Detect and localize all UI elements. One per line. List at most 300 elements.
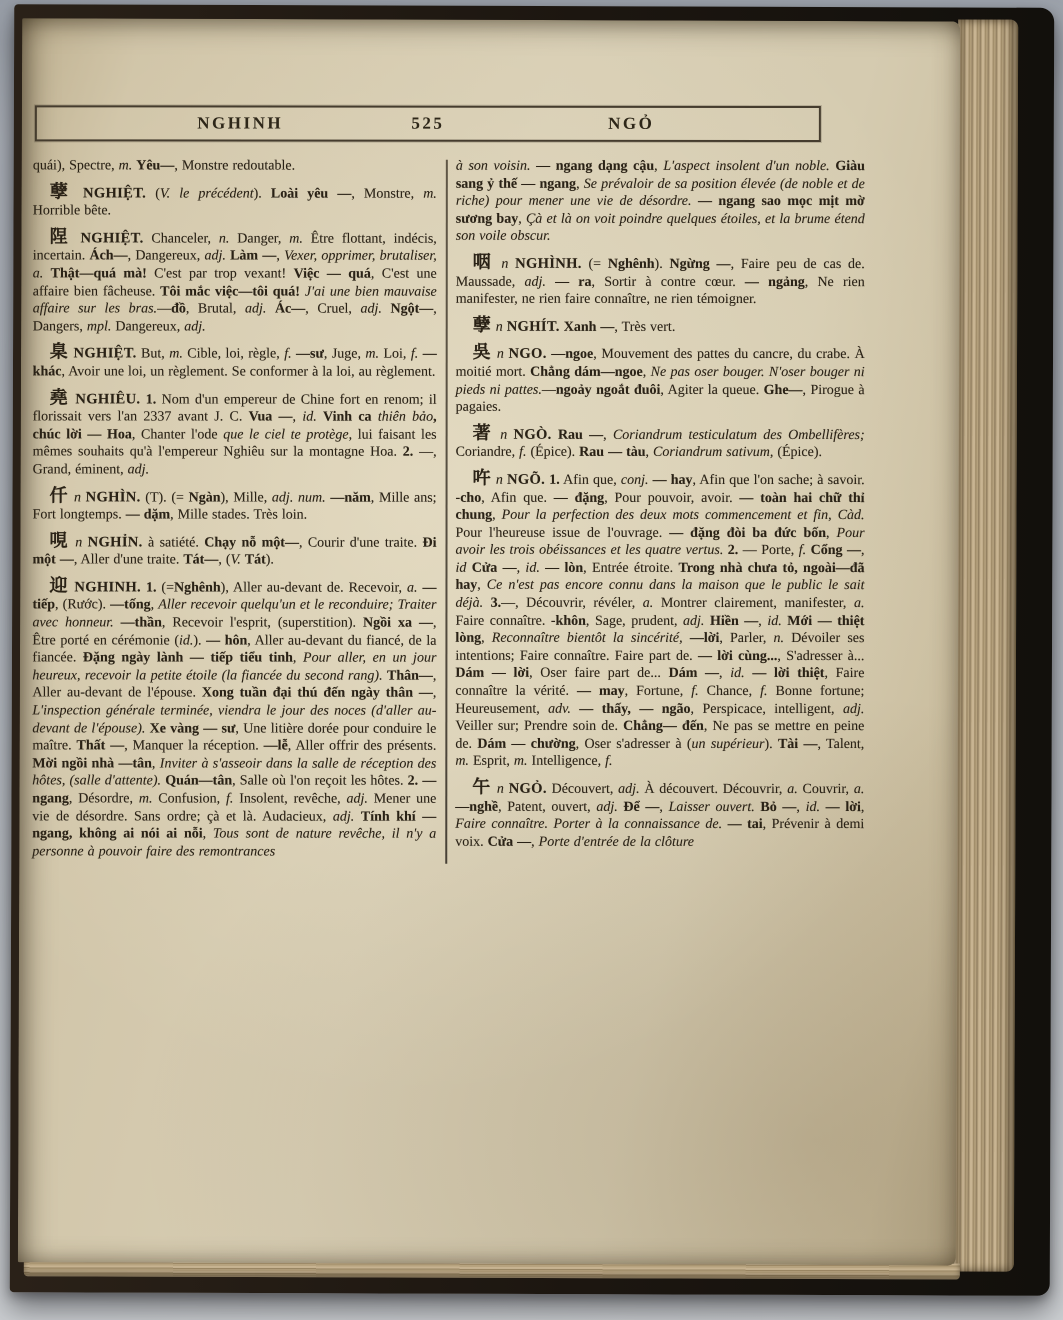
text-columns <box>32 157 865 868</box>
cjk-headword-character: 臬 <box>49 341 70 362</box>
text-run: —tống <box>110 597 151 613</box>
text-run: Nghênh <box>173 580 221 596</box>
text-run: , Pour pouvoir, avoir. <box>604 490 740 506</box>
text-run: Coriandre, <box>455 445 520 461</box>
text-run: id. <box>730 666 745 682</box>
text-run: Ghe— <box>763 382 803 398</box>
text-run: ). <box>265 552 274 568</box>
text-run: Chanceler, <box>143 231 219 247</box>
text-run: adj. <box>184 319 206 335</box>
cjk-headword-character: 孽 <box>472 314 492 335</box>
text-run: Reconnaître bientôt la sincérité, <box>491 630 683 647</box>
text-run: (T). (= <box>140 489 189 505</box>
text-run: , <box>202 826 213 842</box>
text-run: — đặng <box>553 490 605 506</box>
text-run: , Mouvement des pattes du cancre, du crabe. À moitié mort. <box>455 347 865 380</box>
column-right <box>455 158 865 869</box>
text-run: adj. <box>842 701 865 717</box>
entry-headword: NGHIÊU. <box>75 390 141 407</box>
text-run: Dám — lời <box>455 666 530 682</box>
text-run: Quán—tân <box>165 773 233 789</box>
text-run: adv. <box>548 701 571 717</box>
text-run: , Parler, <box>719 631 774 647</box>
text-run: Laisser ouvert. <box>668 799 755 815</box>
text-run: , chúc lời — Hoa <box>32 409 437 443</box>
text-run: adj. <box>346 791 368 807</box>
text-run: —lễ <box>263 738 288 754</box>
text-run: —năm <box>330 490 371 506</box>
text-run: n <box>494 256 516 272</box>
text-run: adj. <box>596 799 618 815</box>
text-run: , Agiter la queue. <box>660 382 764 398</box>
text-run: adj. <box>360 301 382 317</box>
text-run: , S'adresser à... <box>777 648 865 664</box>
cjk-headword-character: 吳 <box>472 342 493 363</box>
text-run: , Ne pas se mettre en peine de. <box>455 719 865 752</box>
text-run: , Sage, prudent, <box>585 613 684 629</box>
text-run: Xe vàng — sư <box>149 721 236 737</box>
text-run: — lời cùng... <box>697 648 778 664</box>
text-run <box>571 701 579 716</box>
text-run: , <box>603 427 613 443</box>
text-run: Intelligence, <box>527 754 606 770</box>
dictionary-entry <box>33 182 437 221</box>
text-run: Danger, <box>229 231 290 247</box>
text-run: Tôi mắc việc—tôi quá! <box>160 284 300 300</box>
text-run: — may <box>576 683 625 699</box>
text-run: Nom d'un empereur de Chine fort en renom; il florissait vers l'an 2337 avant J. C. <box>32 391 437 425</box>
text-run: Pour aller, en un jour heureux, recevoir la petite étoile (la fiancée du second rang). <box>32 650 437 684</box>
text-run: , <box>719 666 731 682</box>
text-run: a. <box>853 596 865 612</box>
text-run: V. <box>230 552 245 568</box>
text-run: 2. <box>727 543 739 559</box>
text-run: f. <box>605 754 613 770</box>
text-run: Dévoiler ses intentions; Faire connaître. Faire part de. <box>455 631 865 664</box>
text-run: ). <box>654 256 670 272</box>
text-run: Chẳng— đến <box>623 719 704 735</box>
text-run: — lời thiệt <box>752 666 825 682</box>
text-run: Bỏ — <box>760 799 797 815</box>
text-run: Thật—quá mà! <box>50 266 147 282</box>
text-run: — ngang sao mọc mịt mờ sương bay <box>455 194 865 227</box>
text-run: , <box>758 613 768 629</box>
cjk-headword-character: 堯 <box>49 386 71 407</box>
text-run: Aller recevoir quelqu'un et le reconduire; Traiter avec honneur. <box>32 597 437 631</box>
text-run: Çà et là on voit poindre quelques étoiles, et la brume étend son voile obscur. <box>455 211 865 245</box>
text-run: Trong nhà chưa tỏ, ngoài—đã hay <box>455 560 865 594</box>
text-run <box>266 302 275 317</box>
text-run: n <box>491 472 508 488</box>
text-run: Tài — <box>777 736 818 752</box>
text-run: — hay <box>652 472 693 488</box>
text-run: Để — <box>623 799 660 815</box>
text-run: , Courir d'une traite. <box>298 535 423 551</box>
text-run: Cửa — <box>471 560 517 576</box>
text-run: Veiller sur; Prendre soin de. <box>455 718 624 735</box>
text-run: — đặng đòi ba đức bốn <box>669 525 827 541</box>
text-run: —thần <box>120 615 162 631</box>
text-run: , lui faisant les mêmes souhaits qu'à l'empereur Nghiêu sur la montagne Hoa. <box>32 427 437 460</box>
text-run: À découvert. Découvrir, <box>639 781 788 798</box>
text-run: a. <box>853 782 865 798</box>
text-run: , Entrée étroite. <box>583 560 679 576</box>
dictionary-entry <box>33 486 437 525</box>
running-head-right-word: NGỎ <box>608 113 655 133</box>
dictionary-entry <box>33 227 437 336</box>
text-run: — <box>157 301 172 317</box>
dictionary-entry <box>33 157 437 175</box>
text-run: Đặng ngày lành — tiếp tiểu tinh <box>82 650 293 666</box>
text-run: — lời <box>825 799 861 815</box>
text-run: , <box>481 630 492 646</box>
text-run: m. <box>455 754 469 770</box>
text-run: —nghề <box>455 799 499 815</box>
text-run: , Manquer la réception. <box>124 738 264 754</box>
text-run: Chạy nỗ một— <box>204 535 299 551</box>
text-run: , <box>645 445 654 461</box>
text-run: ngoảy ngoắt đuôi <box>555 382 661 398</box>
text-run: Ngừng — <box>669 256 731 272</box>
text-run: f. <box>519 445 527 461</box>
text-run: Dangereux, <box>111 319 185 335</box>
text-run: , <box>292 650 304 666</box>
text-run: ). <box>764 736 778 752</box>
text-run: , Aller offrir des présents. <box>287 738 437 754</box>
text-run: , <box>576 176 584 192</box>
dictionary-page <box>18 18 960 1265</box>
text-run: adj. <box>244 301 267 317</box>
text-run: Xong tuần đại thú đến ngày thân — <box>201 685 433 702</box>
text-run: , Faire peu de cas de. Maussade, <box>455 256 865 290</box>
text-run: , <box>654 158 664 174</box>
text-run: a. <box>642 595 654 611</box>
text-run: Dám — chường <box>477 736 576 752</box>
text-run: 3. <box>490 595 502 611</box>
text-run: , Talent, <box>817 736 865 752</box>
text-run: Inviter à s'asseoir dans la salle de réception des hôtes, (salle d'attente). <box>32 756 437 789</box>
text-run: , Monstre redoutable. <box>174 158 296 174</box>
text-run: , Aller d'une traite. <box>73 552 184 568</box>
text-run: —tiếp <box>32 580 437 613</box>
text-run: , Avoir une loi, un règlement. Se conformer à la loi, au règlement. <box>61 364 436 380</box>
text-run: V. le précédent <box>159 186 254 202</box>
cjk-headword-character: 著 <box>472 422 494 443</box>
entry-headword: NGO. <box>508 346 547 363</box>
entry-headword: NGHÌN. <box>85 488 141 505</box>
dictionary-entry <box>33 343 437 382</box>
text-run: , C'est une affaire bien fâcheuse. <box>32 266 437 300</box>
text-run: — <box>541 382 556 398</box>
text-run: L'aspect insolent d'un noble. <box>663 158 830 175</box>
text-run: ), Aller au-devant de. Recevoir, <box>220 580 408 596</box>
text-run: Bonne fortune; Heureusement, <box>455 684 865 717</box>
text-run: Thân— <box>386 668 433 684</box>
text-run: Việc — quá <box>293 266 371 282</box>
dictionary-entry <box>32 531 436 570</box>
cjk-headword-character: 仟 <box>49 484 70 505</box>
text-run <box>745 666 753 681</box>
text-run: Dám — <box>668 666 720 682</box>
text-run: m. <box>365 346 380 362</box>
text-run: , <box>642 364 651 380</box>
text-run: , Ne rien manifester, ne rien faire connaître, ne rien témoigner. <box>455 274 865 308</box>
text-run: -khôn <box>550 613 586 629</box>
text-run: Thất — <box>76 738 125 754</box>
text-run: Ce n'est pas encore connu dans la maison que le public le sait déjà. <box>455 578 865 611</box>
text-run: — ra <box>555 274 592 290</box>
text-run: a. <box>407 580 418 596</box>
text-run: Giàu sang ỷ thế — ngang <box>455 159 865 192</box>
text-run: Chẳng dám—ngoe <box>530 364 643 380</box>
text-run: Esprit, <box>468 754 514 770</box>
text-run: n <box>491 319 507 335</box>
text-run: ). <box>193 633 207 649</box>
text-run: Xanh — <box>563 319 615 335</box>
text-run: f. <box>760 684 768 700</box>
entry-headword: NGHIỆT. <box>80 230 144 247</box>
text-run: , Monstre, <box>351 186 424 202</box>
text-run: , Cruel, <box>305 301 361 317</box>
text-run: —ngoe <box>551 347 594 363</box>
text-run: Se prévaloir de sa position élevée (de noble et de riche) pour mener une vie de désordre. <box>455 176 865 210</box>
text-run: adj. <box>683 613 705 629</box>
text-run <box>546 274 555 289</box>
dictionary-entry <box>456 158 865 246</box>
text-run: 1. <box>145 391 157 407</box>
text-run: n <box>69 489 86 505</box>
text-run: Cổng — <box>810 543 862 559</box>
text-run: — ngang <box>32 774 437 807</box>
text-run: , <box>492 507 502 523</box>
text-run: Montrer clairement, manifester, <box>653 595 854 612</box>
text-run: Mener une vie de désordre. Sans ordre; çà et là. Audacieux, <box>32 791 437 825</box>
text-run: Nghênh <box>607 256 655 272</box>
text-run: Mới — thiệt lòng <box>455 613 865 646</box>
text-run: à satiété. <box>142 535 205 551</box>
text-run: thiên bảo <box>377 409 434 425</box>
text-run: Mời ngồi nhà —tân <box>32 756 152 772</box>
text-run: Ách— <box>89 248 128 264</box>
text-run: , (Rước). <box>55 597 111 613</box>
text-run: Vexer, opprimer, brutaliser, a. <box>32 248 437 282</box>
text-run: , <box>292 409 303 425</box>
entry-headword: NGHÌNH. <box>515 255 582 272</box>
text-run: , <box>826 525 837 541</box>
text-run: , Dangereux, <box>127 248 205 264</box>
text-run: , Être porté en cérémonie ( <box>32 615 437 649</box>
text-run: f. <box>225 791 234 807</box>
text-run: a. <box>787 782 798 798</box>
text-run: Pour l'heureuse issue de l'ouvrage. <box>455 525 670 541</box>
text-run: Insolent, revêche, <box>233 791 347 807</box>
text-run: J'ai une bien mauvaise affaire sur les bras. <box>32 284 437 317</box>
entry-headword: NGÕ. <box>507 471 546 488</box>
text-run: adj. <box>332 809 355 825</box>
text-run: Yêu— <box>136 158 175 174</box>
text-run: But, <box>136 346 170 362</box>
text-run: Loài yêu — <box>270 186 352 202</box>
cjk-headword-character: 咽 <box>472 251 495 272</box>
text-run <box>382 302 391 317</box>
text-run: Rau — tàu <box>579 445 646 461</box>
text-run: —, Découvrir, révéler, <box>501 595 643 611</box>
text-run: , Une litière dorée pour conduire le maître. <box>32 721 437 754</box>
text-run: Tát— <box>183 552 219 568</box>
text-run: m. <box>513 754 528 770</box>
text-run: Coriandrum testiculatum des Ombellifères; <box>612 427 865 443</box>
cjk-headword-character: 哯 <box>49 530 70 551</box>
text-run: , Recevoir l'esprit, (superstition). <box>161 615 364 631</box>
text-run: , Juge, <box>323 346 366 362</box>
text-run: n <box>492 781 509 797</box>
text-run: , ( <box>218 552 231 568</box>
book <box>10 4 1054 1296</box>
text-run: n <box>493 427 514 443</box>
text-run: — toàn hai chữ thỉ chung <box>455 490 865 523</box>
text-run: m. <box>118 158 133 174</box>
text-run: Làm — <box>230 248 277 264</box>
text-run: Horrible bête. <box>32 203 112 219</box>
text-run: ). <box>253 186 271 202</box>
text-run: — tai <box>727 817 763 833</box>
text-run: Chance, <box>698 683 761 700</box>
text-run: quái), Spectre, <box>32 158 119 174</box>
text-run: Tính khí — ngang, không ai nói ai nỗi <box>32 809 437 842</box>
text-run: , Chanter l'ode <box>131 427 224 443</box>
text-run: , <box>796 799 806 815</box>
text-run: , Dangers, <box>32 301 437 335</box>
column-left <box>32 157 437 868</box>
text-run: que le ciel te protège <box>223 427 349 443</box>
text-run: Đi một — <box>32 535 437 568</box>
text-run: n. <box>773 631 785 647</box>
fore-edge-page-stack <box>954 19 1018 1271</box>
text-run: Loi, <box>379 346 411 363</box>
text-run: , Sortir à contre cœur. <box>591 274 745 290</box>
text-run: — Porte, <box>738 543 799 559</box>
text-run: , Afin que l'on sache; à savoir. <box>692 472 865 488</box>
dictionary-entry <box>455 778 864 852</box>
text-run: — lòn <box>545 560 584 576</box>
text-run: Ngột— <box>390 301 434 317</box>
text-run: m. <box>423 186 437 202</box>
text-run: , Oser faire part de... <box>529 666 669 682</box>
cjk-headword-character: 孽 <box>49 180 74 201</box>
page-number: 525 <box>411 113 445 133</box>
text-run: m. <box>138 791 153 807</box>
text-run: Être flottant, indécis, incertain. <box>32 231 437 264</box>
text-run: id. <box>525 560 540 576</box>
text-run: adj. <box>618 781 640 797</box>
text-run: un supérieur <box>691 736 765 752</box>
entry-headword: NGHỈN. <box>87 534 143 551</box>
text-run: (Épice). <box>773 445 823 461</box>
entry-headword: NGỎ. <box>508 780 547 797</box>
text-run: ( <box>146 186 160 202</box>
text-run: đồ <box>171 301 186 317</box>
text-run: Cible, loi, règle, <box>182 346 285 362</box>
text-run: Rau — <box>557 427 604 443</box>
text-run: 1. <box>549 472 560 488</box>
text-run: Faire connaître. <box>455 613 551 629</box>
text-run: Couvrir, <box>797 782 854 798</box>
text-run: — ngảng <box>744 274 805 290</box>
text-run: —, Grand, éminent, <box>32 444 437 478</box>
text-run: m. <box>289 231 303 247</box>
text-run: , Pirogue à pagaies. <box>455 382 865 415</box>
text-run: , Prévenir à demi voix. <box>455 817 865 850</box>
running-head-left-word: NGHINH <box>197 113 284 133</box>
text-run: , Fortune, <box>624 683 692 699</box>
text-run: , Mille stades. Très loin. <box>170 507 308 523</box>
text-run: 1. <box>145 580 157 596</box>
dictionary-entry <box>456 253 865 309</box>
text-run: , Aller au-devant de l'épouse. <box>32 668 437 701</box>
text-run: , Salle où l'on reçoit les hôtes. <box>232 773 408 790</box>
text-run: n <box>69 535 88 551</box>
text-run: Confusion, <box>152 791 226 807</box>
text-run: adj. <box>204 248 226 264</box>
text-run: , <box>659 799 669 815</box>
text-run: Faire connaître. Porter à la connaissance de. <box>455 816 723 833</box>
text-run: , <box>432 686 437 702</box>
text-run: Vua — <box>248 409 293 425</box>
dictionary-entry <box>456 315 865 336</box>
dictionary-entry <box>33 388 437 479</box>
text-run: f. <box>284 346 292 362</box>
text-run: , Aller au-devant du fiancé, de la fiancée. <box>32 633 437 666</box>
text-run: , <box>477 578 487 594</box>
text-run: f. <box>691 683 699 699</box>
text-run: Découvert, <box>546 781 619 797</box>
dictionary-entry <box>456 343 865 417</box>
entry-headword: NGÒ. <box>513 426 552 443</box>
text-run: Porte d'entrée de la clôture <box>538 834 694 850</box>
text-run: — ngang dạng cậu <box>536 158 655 174</box>
text-run: (= <box>156 580 174 596</box>
text-run: , Perspicace, intelligent, <box>690 701 843 717</box>
text-run: Ngàn <box>188 489 221 506</box>
entry-headword: NGHINH. <box>74 579 141 596</box>
text-run: id. <box>805 799 820 815</box>
text-run: , Désordre, <box>68 791 139 807</box>
text-run: —lời <box>689 631 720 647</box>
text-run: adj. <box>127 462 150 478</box>
text-run: f. <box>410 347 419 363</box>
text-run: Coriandrum sativum, <box>653 445 774 461</box>
page-content <box>32 105 865 868</box>
running-header <box>35 105 821 142</box>
text-run: , Faire connaître la vérité. <box>455 666 865 699</box>
text-run: n. <box>218 231 230 247</box>
text-run: id. <box>178 633 194 649</box>
text-run: id. <box>767 613 782 629</box>
text-run: , <box>516 560 526 576</box>
text-run: , <box>151 756 160 772</box>
entry-headword: NGHIỆT. <box>83 184 147 202</box>
text-run: , Patent, ouvert, <box>498 799 597 815</box>
text-run: Vinh ca <box>322 409 378 425</box>
text-run: à son voisin. <box>455 158 531 174</box>
text-run: conj. <box>620 472 649 488</box>
text-run: id <box>455 560 467 576</box>
text-run: , <box>860 799 865 815</box>
cjk-headword-character: 迎 <box>49 575 70 596</box>
text-run: adj. num. <box>271 490 326 506</box>
text-run: Pour avoir les trois obéissances et les quatre vertus. <box>455 525 865 559</box>
text-run: — dặm <box>125 507 171 523</box>
